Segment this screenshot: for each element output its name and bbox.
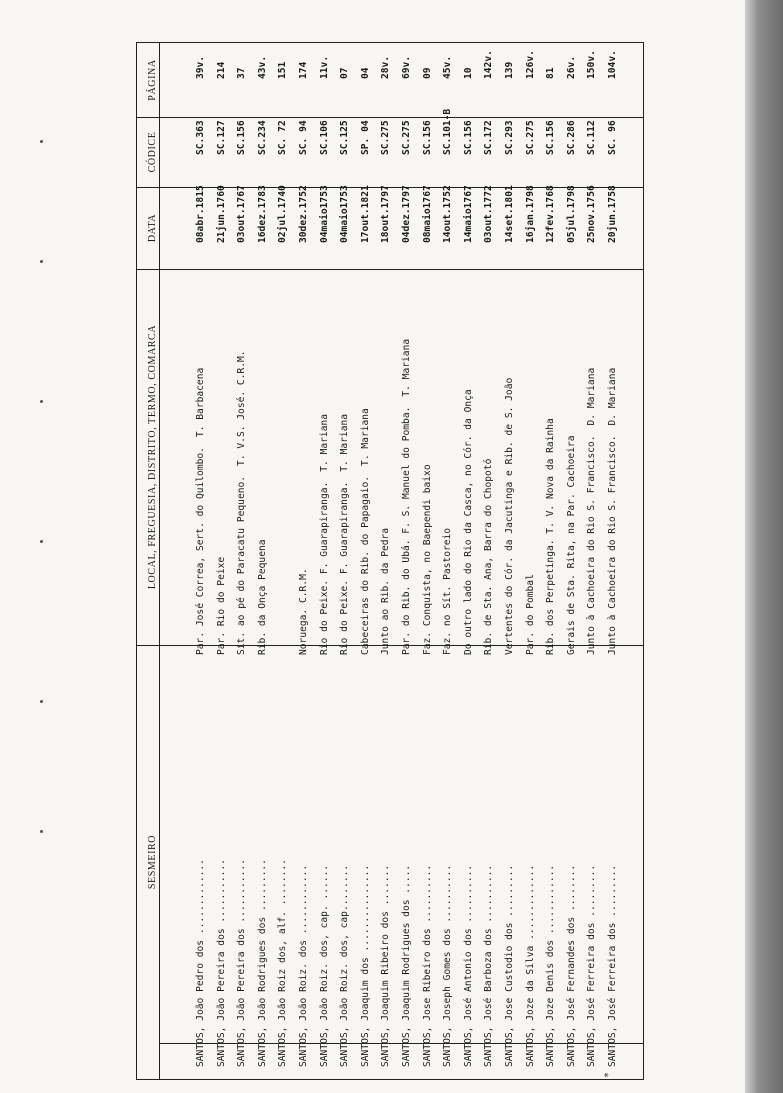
sesmeiro-cell [541, 689, 561, 1067]
data-cell-text: 14set.1801 [504, 185, 515, 243]
sesmeiro-cell-text: SANTOS, José Ferreira dos ......... [586, 864, 598, 1067]
codice-cell-text: SC.106 [318, 120, 330, 155]
local-cell-text: Rib. da Onça Pequena [256, 539, 268, 655]
sesmeiro-cell-text: SANTOS, Joaquim dos ............... [359, 864, 371, 1067]
table-row [335, 43, 355, 1079]
sesmeiro-cell-text: SANTOS, João Roiz. dos, cap. ...... [318, 864, 330, 1067]
table-row [273, 43, 293, 1079]
codice-cell-text: SC.275 [524, 120, 536, 155]
local-cell-text: Rio do Peixe. F. Guarapiranga. [318, 481, 330, 655]
codice-cell [582, 99, 602, 155]
pagina-cell [376, 45, 396, 79]
data-cell [335, 171, 355, 243]
codice-cell [273, 99, 293, 155]
local-cell [582, 295, 602, 655]
local-cell-text: Junto à Cachoeira do Rio S. Francisco. [607, 435, 618, 655]
local-cell-comarca: T. Mariana [339, 413, 351, 472]
table-row [191, 43, 211, 1079]
codice-cell-text: SC.156 [545, 120, 557, 155]
codice-cell [521, 99, 541, 155]
pagina-cell-text: 11v. [318, 55, 330, 79]
sesmeiro-cell [376, 689, 396, 1067]
local-cell [397, 295, 417, 655]
pagina-cell [603, 45, 623, 79]
local-cell-comarca: D. Mariana [607, 367, 618, 426]
pagina-cell-text: 10 [462, 67, 474, 79]
codice-cell-text: SC. 72 [277, 120, 289, 155]
data-cell-text: 14out.1752 [442, 185, 454, 243]
pagina-cell-text: 104v. [607, 50, 618, 79]
pagina-cell-text: 126v. [524, 50, 536, 79]
data-cell [397, 171, 417, 243]
sesmeiro-cell-text: SANTOS, João Pereira dos ........... [236, 859, 248, 1067]
pagina-cell [521, 45, 541, 79]
data-cell-text: 12fev.1768 [545, 185, 557, 243]
data-cell-text: 08abr.1815 [195, 185, 206, 243]
header-pagina: PÁGINA [146, 59, 158, 101]
sesmeiro-cell-text: SANTOS, Joze da Silva ............. [524, 864, 536, 1067]
codice-cell-text: SC. 96 [607, 120, 618, 155]
data-cell-text: 14maio1767 [462, 185, 474, 243]
pagina-cell-text: 214 [215, 61, 227, 79]
data-cell [500, 171, 520, 243]
header-codice: CÓDICE [146, 131, 158, 173]
sesmeiro-cell [603, 689, 623, 1067]
pagina-cell [315, 45, 335, 79]
pagina-cell [273, 45, 293, 79]
data-cell [315, 171, 335, 243]
sesmeiro-cell-text: SANTOS, José Ferreira dos ......... [607, 864, 618, 1067]
pagina-cell [232, 45, 252, 79]
data-cell [376, 171, 396, 243]
pagina-cell [438, 45, 458, 79]
codice-cell [253, 99, 273, 155]
sesmeiro-cell-text: SANTOS, Joze Denis dos ............ [545, 864, 557, 1067]
codice-cell [562, 99, 582, 155]
pagina-cell [418, 45, 438, 79]
pagina-cell-text: 26v. [565, 55, 577, 79]
pagina-cell [541, 45, 561, 79]
local-cell [438, 295, 458, 655]
codice-cell [191, 99, 211, 155]
codice-cell-text: SC.156 [421, 120, 433, 155]
data-cell [273, 171, 293, 243]
sesmeiro-cell [438, 689, 458, 1067]
local-cell [376, 295, 396, 655]
data-cell [562, 171, 582, 243]
local-cell [191, 295, 211, 655]
local-cell [273, 295, 293, 655]
pagina-cell-text: 142v. [483, 50, 495, 79]
table-row [459, 43, 479, 1079]
codice-cell-text: SC. 94 [298, 120, 309, 155]
codice-cell-text: SC.172 [483, 120, 495, 155]
codice-cell [541, 99, 561, 155]
local-cell-text: Junto ao Rib. da Pedra [380, 527, 392, 655]
data-cell-text: 20jun.1758 [607, 185, 618, 243]
pagina-cell-text: 174 [298, 61, 309, 79]
codice-cell [232, 99, 252, 155]
data-cell-text: 18out.1797 [380, 185, 392, 243]
pagina-cell [356, 45, 376, 79]
data-cell-text: 04maio1753 [318, 185, 330, 243]
sesmeiro-cell-text: SANTOS, Jose Custodio dos ......... [504, 864, 515, 1067]
local-cell-text: Do outro lado do Rio da Casca, no Cór. da Onça [462, 389, 474, 655]
sesmeiro-cell [479, 689, 499, 1067]
data-cell-text: 30dez.1752 [298, 185, 309, 243]
codice-cell-text: SC.156 [236, 120, 248, 155]
data-cell [212, 171, 232, 243]
local-cell-text: Rib. de Sta. Ana, Barra do Chopotó [483, 458, 495, 655]
data-cell-text: 16dez.1783 [256, 185, 268, 243]
data-cell [603, 171, 623, 243]
table-row [438, 43, 458, 1079]
pagina-cell [500, 45, 520, 79]
codice-cell-text: SC.293 [504, 120, 515, 155]
pagina-cell-text: 139 [504, 61, 515, 79]
data-cell [459, 171, 479, 243]
sesmeiro-cell [356, 689, 376, 1067]
sesmeiro-cell-text: SANTOS, João Pedro dos ............. [195, 859, 206, 1067]
codice-cell [376, 99, 396, 155]
sesmeiro-cell [397, 689, 417, 1067]
table-row [356, 43, 376, 1079]
local-cell [335, 295, 355, 655]
local-cell [418, 295, 438, 655]
table-row [603, 43, 623, 1079]
data-cell [191, 171, 211, 243]
pagina-cell [397, 45, 417, 79]
data-cell-text: 02jul.1740 [277, 185, 289, 243]
local-cell-comarca: T. V.S. José. C.R.M. [236, 350, 248, 466]
pagina-cell-text: 45v. [442, 55, 454, 79]
codice-cell [603, 99, 623, 155]
data-cell [232, 171, 252, 243]
sesmeiro-cell-text: SANTOS, João Pereira dos ........... [215, 859, 227, 1067]
sesmeiro-cell [521, 689, 541, 1067]
pagina-cell-text: 39v. [195, 55, 206, 79]
sesmeiro-cell [294, 689, 314, 1067]
pagina-cell [479, 45, 499, 79]
codice-cell [335, 99, 355, 155]
pagina-cell [253, 45, 273, 79]
codice-cell [459, 99, 479, 155]
table-row [541, 43, 561, 1079]
header-local: LOCAL, FREGUESIA, DISTRITO, TERMO, COMARCA [146, 324, 158, 590]
scan-artifacts [40, 140, 46, 840]
sesmeiro-cell [253, 689, 273, 1067]
sesmeiro-cell-text: SANTOS, Joseph Gomes dos .......... [442, 864, 454, 1067]
codice-cell [397, 99, 417, 155]
data-cell-text: 08maio1767 [421, 185, 433, 243]
codice-cell [438, 99, 458, 155]
sesmeiro-cell-text: SANTOS, João Roiz dos, alf. ........ [277, 859, 289, 1067]
data-cell [541, 171, 561, 243]
data-cell-text: 16jan.1798 [524, 185, 536, 243]
local-cell-text: Par. Rio do Peixe [215, 556, 227, 655]
pagina-cell-text: 04 [359, 67, 371, 79]
codice-cell-text: SC.363 [195, 120, 206, 155]
codice-cell-text: SC.101-B [442, 108, 454, 155]
local-cell [562, 295, 582, 655]
local-cell [603, 295, 623, 655]
table-row [500, 43, 520, 1079]
table-row [212, 43, 232, 1079]
table-row [562, 43, 582, 1079]
local-cell [479, 295, 499, 655]
sesmeiro-cell [562, 689, 582, 1067]
local-cell [500, 295, 520, 655]
codice-cell-text: SC.286 [565, 120, 577, 155]
pagina-cell-text: 150v. [586, 50, 598, 79]
table-row [521, 43, 541, 1079]
data-cell [294, 171, 314, 243]
local-cell-text: Sít. ao pé do Paracatu Pequeno. [236, 475, 248, 655]
pagina-cell [335, 45, 355, 79]
local-cell [315, 295, 335, 655]
pagina-cell-text: 43v. [256, 55, 268, 79]
sesmeiro-cell [418, 689, 438, 1067]
codice-cell [500, 99, 520, 155]
pagina-cell [294, 45, 314, 79]
data-cell-text: 05jul.1798 [565, 185, 577, 243]
sesmeiro-cell [212, 689, 232, 1067]
data-cell-text: 04dez.1797 [401, 185, 412, 243]
sesmeiro-cell-text: SANTOS, João Roiz. dos, cap........ [339, 864, 351, 1067]
codice-cell [294, 99, 314, 155]
sesmeiro-cell-text: SANTOS, Joaquim Ribeiro dos ....... [380, 864, 392, 1067]
table-row [376, 43, 396, 1079]
local-cell-text: Junto à Cachoeira do Rio S. Francisco. [586, 435, 598, 655]
data-cell-text: 17out.1821 [359, 185, 371, 243]
local-cell-text: Par. do Pombal [524, 574, 536, 655]
sesmeiro-cell-text: SANTOS, José Barboza dos .......... [483, 864, 495, 1067]
table-row [479, 43, 499, 1079]
header-data: DATA [146, 213, 158, 243]
local-cell [253, 295, 273, 655]
sesmeiro-cell [459, 689, 479, 1067]
local-cell [356, 295, 376, 655]
local-cell-text: Par. do Rib. do Ubá. F. S. Manuel do Pomba. [401, 406, 412, 655]
local-cell-text: Faz. no Sít. Pastoreio [442, 527, 454, 655]
codice-cell-text: SP. 04 [359, 120, 371, 155]
local-cell-comarca: T. Mariana [318, 413, 330, 472]
codice-cell-text: SC.275 [401, 120, 412, 155]
pagina-cell-text: 69v. [401, 55, 412, 79]
pagina-cell-text: 81 [545, 67, 557, 79]
pagina-cell [191, 45, 211, 79]
codice-cell-text: SC.127 [215, 120, 227, 155]
pagina-cell [212, 45, 232, 79]
table-row [315, 43, 335, 1079]
sesmeiro-cell [273, 689, 293, 1067]
pagina-cell-text: 28v. [380, 55, 392, 79]
data-cell-text: 03out.1772 [483, 185, 495, 243]
data-cell [418, 171, 438, 243]
codice-cell [315, 99, 335, 155]
local-cell [294, 295, 314, 655]
pagina-cell-text: 37 [236, 67, 248, 79]
table-row [582, 43, 602, 1079]
local-cell-comarca: T. Mariana [401, 338, 412, 397]
codice-cell [212, 99, 232, 155]
codice-cell-text: SC.234 [256, 120, 268, 155]
pagina-cell [459, 45, 479, 79]
header-sesmeiro: SESMEIRO [146, 834, 158, 890]
local-cell-text: Rio do Peixe. F. Guarapiranga. [339, 481, 351, 655]
sesmeiro-cell [232, 689, 252, 1067]
codice-cell-text: SC.275 [380, 120, 392, 155]
data-cell [438, 171, 458, 243]
local-cell [232, 295, 252, 655]
pagina-cell-text: 07 [339, 67, 351, 79]
local-cell-text: Noruega. C.R.M. [298, 568, 309, 655]
local-cell-text: Gerais de Sta. Rita, na Par. Cachoeira [565, 435, 577, 655]
codice-cell [356, 99, 376, 155]
data-cell [253, 171, 273, 243]
table-row [397, 43, 417, 1079]
local-cell-comarca: T. Mariana [359, 408, 371, 466]
local-cell [212, 295, 232, 655]
pagina-cell-text: 151 [277, 61, 289, 79]
local-cell-comarca: T. Barbacena [195, 367, 206, 438]
sesmarias-table [136, 42, 644, 1080]
codice-cell-text: SC.156 [462, 120, 474, 155]
data-cell-text: 25nov.1756 [586, 185, 598, 243]
sesmeiro-cell-text: SANTOS, José Antonio dos .......... [462, 864, 474, 1067]
local-cell-text: Faz. Conquista, no Baependi baixo [421, 464, 433, 655]
codice-cell [479, 99, 499, 155]
row-marker: * [603, 1072, 614, 1078]
sesmeiro-cell-text: SANTOS, João Rodrigues dos ......... [256, 859, 268, 1067]
data-cell [582, 171, 602, 243]
codice-cell-text: SC.112 [586, 120, 598, 155]
data-cell [356, 171, 376, 243]
sesmeiro-cell-text: SANTOS, João Roiz. dos ............ [298, 864, 309, 1067]
data-cell-text: 04maio1753 [339, 185, 351, 243]
pagina-cell [562, 45, 582, 79]
data-cell [521, 171, 541, 243]
local-cell-text: Rib. dos Perpetinga. T. V. Nova da Rainha [545, 418, 557, 655]
data-cell [479, 171, 499, 243]
pagina-cell-text: 09 [421, 67, 433, 79]
page-edge-shadow [745, 0, 783, 1093]
local-cell-comarca: D. Mariana [586, 367, 598, 426]
sesmeiro-cell [191, 689, 211, 1067]
table-row [294, 43, 314, 1079]
codice-cell [418, 99, 438, 155]
rotated-content [137, 43, 643, 1079]
table-row [418, 43, 438, 1079]
local-cell [521, 295, 541, 655]
local-cell [459, 295, 479, 655]
sesmeiro-cell-text: SANTOS, Jose Ribeiro dos .......... [421, 864, 433, 1067]
local-cell-text: Cabeceiras do Rib. do Papagaio. [359, 475, 371, 655]
codice-cell-text: SC.125 [339, 120, 351, 155]
table-row [253, 43, 273, 1079]
sesmeiro-cell-text: SANTOS, José Fernandes dos ........ [565, 864, 577, 1067]
table-row [232, 43, 252, 1079]
pagina-cell [582, 45, 602, 79]
sesmeiro-cell-text: SANTOS, Joaquim Rodrigues dos ..... [401, 864, 412, 1067]
sesmeiro-cell [582, 689, 602, 1067]
sesmeiro-cell [335, 689, 355, 1067]
sesmeiro-cell [315, 689, 335, 1067]
data-cell-text: 21jun.1760 [215, 185, 227, 243]
local-cell-text: Par. José Correa, Sert. do Quilombo. [195, 447, 206, 655]
local-cell-text: Vertentes do Cór. da Jacutinga e Rib. de S. João [504, 377, 515, 655]
local-cell [541, 295, 561, 655]
sesmeiro-cell [500, 689, 520, 1067]
data-cell-text: 03out.1767 [236, 185, 248, 243]
